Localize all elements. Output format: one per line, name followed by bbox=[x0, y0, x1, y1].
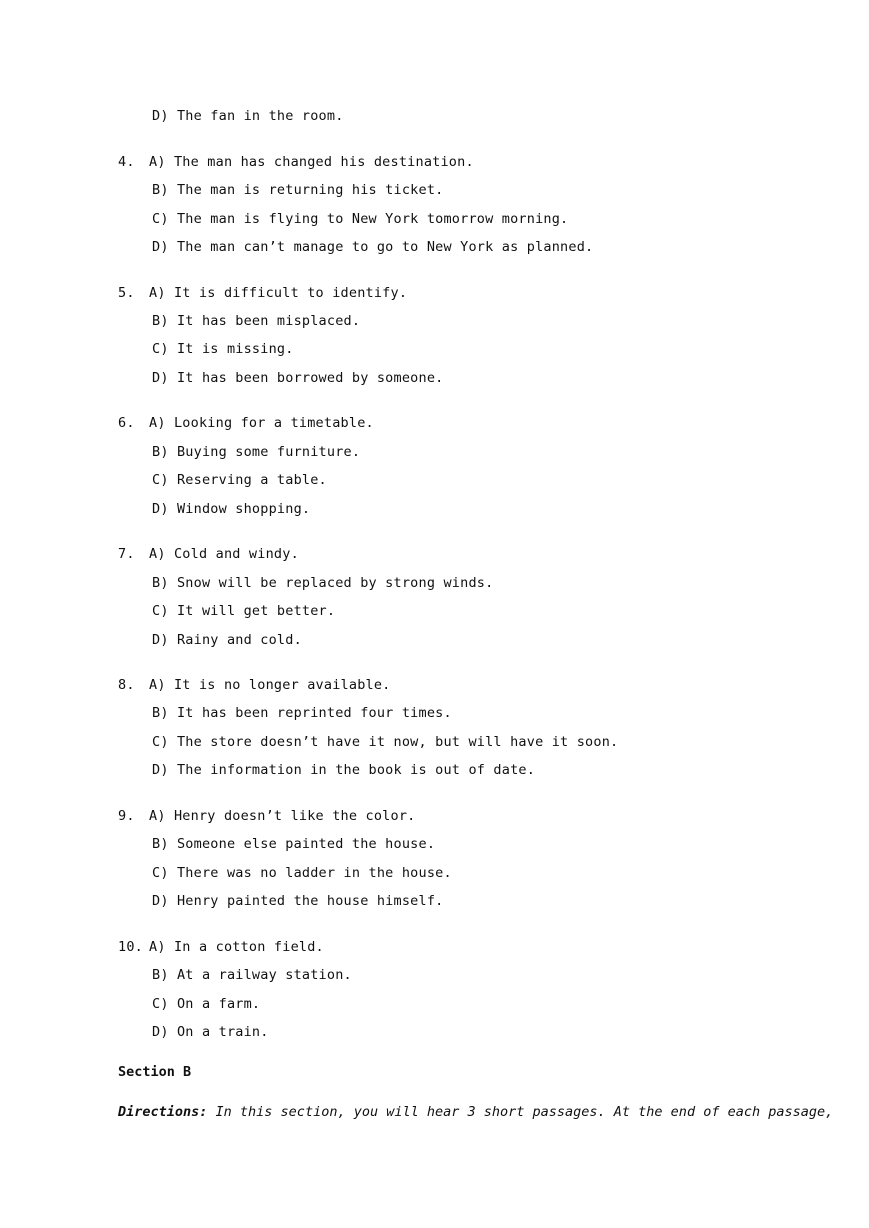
option-d: D) Henry painted the house himself. bbox=[152, 893, 444, 909]
option-b: B) The man is returning his ticket. bbox=[152, 182, 444, 198]
option-a: A) Looking for a timetable. bbox=[149, 415, 374, 431]
section-title: Section B bbox=[118, 1064, 192, 1080]
option-d: D) The man can’t manage to go to New York as planned. bbox=[152, 239, 594, 255]
directions-label: Directions: bbox=[118, 1104, 208, 1120]
option-c: C) There was no ladder in the house. bbox=[152, 865, 452, 881]
option-a: A) The man has changed his destination. bbox=[149, 154, 474, 170]
option-c: C) Reserving a table. bbox=[152, 472, 327, 488]
option-d: D) On a train. bbox=[152, 1024, 269, 1040]
question-3-option-d: D) The fan in the room. bbox=[152, 108, 344, 124]
option-d: D) The information in the book is out of date. bbox=[152, 762, 536, 778]
option-a: A) It is difficult to identify. bbox=[149, 285, 408, 301]
directions-text: In this section, you will hear 3 short passages. At the end of each passage, bbox=[207, 1104, 834, 1120]
option-b: B) Someone else painted the house. bbox=[152, 836, 436, 852]
option-c: C) The store doesn’t have it now, but will have it soon. bbox=[152, 734, 619, 750]
option-d: D) Rainy and cold. bbox=[152, 632, 302, 648]
section-directions bbox=[118, 1104, 833, 1120]
option-c: C) On a farm. bbox=[152, 996, 261, 1012]
option-b: B) It has been reprinted four times. bbox=[152, 705, 452, 721]
option-c: C) The man is flying to New York tomorrow morning. bbox=[152, 211, 569, 227]
question-number: 7. bbox=[118, 546, 135, 562]
question-number: 8. bbox=[118, 677, 135, 693]
option-a: A) It is no longer available. bbox=[149, 677, 391, 693]
option-b: B) Snow will be replaced by strong winds. bbox=[152, 575, 494, 591]
question-number: 4. bbox=[118, 154, 135, 170]
option-b: B) At a railway station. bbox=[152, 967, 352, 983]
option-b: B) It has been misplaced. bbox=[152, 313, 361, 329]
option-d: D) It has been borrowed by someone. bbox=[152, 370, 444, 386]
option-a: A) Henry doesn’t like the color. bbox=[149, 808, 416, 824]
option-c: C) It will get better. bbox=[152, 603, 336, 619]
question-number: 5. bbox=[118, 285, 135, 301]
option-d: D) Window shopping. bbox=[152, 501, 311, 517]
option-b: B) Buying some furniture. bbox=[152, 444, 361, 460]
question-number: 10. bbox=[118, 939, 143, 955]
question-number: 9. bbox=[118, 808, 135, 824]
option-a: A) Cold and windy. bbox=[149, 546, 299, 562]
option-c: C) It is missing. bbox=[152, 341, 294, 357]
question-number: 6. bbox=[118, 415, 135, 431]
option-a: A) In a cotton field. bbox=[149, 939, 324, 955]
